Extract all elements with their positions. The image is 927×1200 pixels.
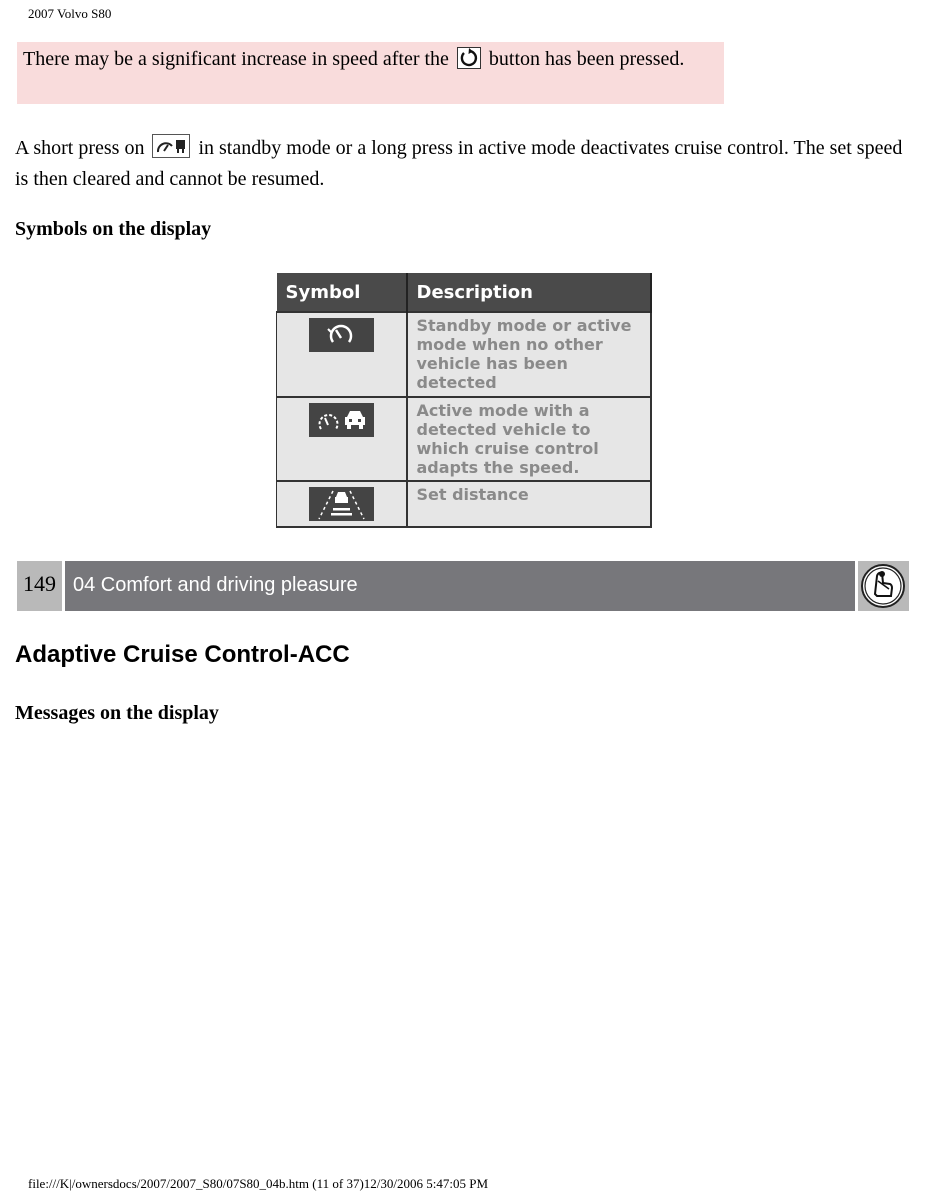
- description-column-header: Description: [407, 273, 652, 312]
- table-row: [277, 312, 652, 397]
- page-number: 149: [17, 561, 62, 611]
- symbols-heading: Symbols on the display: [15, 218, 212, 240]
- warning-text-end: button has been pressed.: [488, 48, 685, 70]
- paragraph-text-end: in standby mode or a long press in active mode deactivates cruise control. The set speed is then cleared and cannot be resumed.: [15, 137, 903, 190]
- warning-box: [17, 42, 724, 104]
- document-title: 2007 Volvo S80: [28, 6, 112, 21]
- chapter-title: 04 Comfort and driving pleasure: [65, 561, 855, 611]
- table-row: [277, 397, 652, 481]
- set-distance-icon: [309, 487, 374, 521]
- file-path-footer: file:///K|/ownersdocs/2007/2007_S80/07S80_04b.htm (11 of 37)12/30/2006 5:47:05 PM: [28, 1176, 489, 1191]
- table-row: [277, 481, 652, 527]
- symbol-column-header: Symbol: [277, 273, 407, 312]
- paragraph-text-start: A short press on: [15, 137, 145, 159]
- description-cell: Set distance: [407, 481, 652, 527]
- resume-icon: [457, 47, 481, 77]
- chapter-bar: [17, 561, 909, 611]
- speedometer-car-icon: [309, 403, 374, 437]
- symbol-cell: [277, 312, 407, 397]
- deactivation-paragraph: [15, 134, 915, 193]
- speedometer-icon: [309, 318, 374, 352]
- description-cell: Standby mode or active mode when no other vehicle has been detected: [407, 312, 652, 397]
- symbol-cell: [277, 397, 407, 481]
- seat-icon: [858, 561, 909, 611]
- description-cell: Active mode with a detected vehicle to which cruise control adapts the speed.: [407, 397, 652, 481]
- messages-heading: Messages on the display: [15, 702, 219, 724]
- symbol-cell: [277, 481, 407, 527]
- symbols-table: [276, 273, 652, 528]
- warning-text-start: There may be a significant increase in speed after the: [23, 48, 449, 70]
- cruise-off-icon: [152, 134, 190, 166]
- section-heading: Adaptive Cruise Control-ACC: [15, 641, 350, 668]
